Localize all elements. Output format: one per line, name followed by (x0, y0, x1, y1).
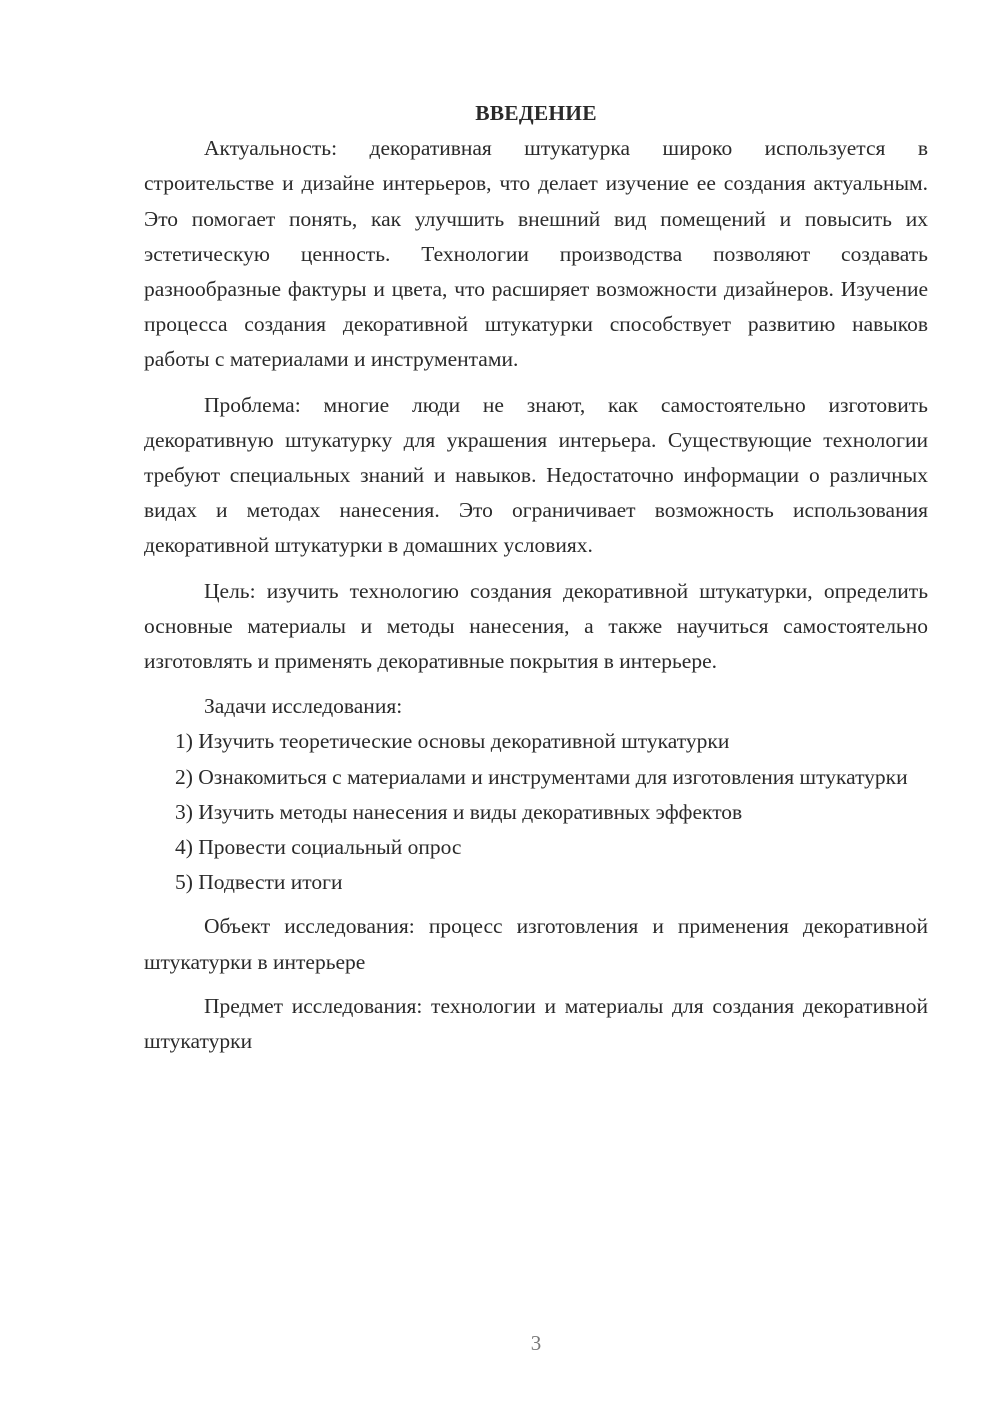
paragraph-goal: Цель: изучить технологию создания декоративной штукатурки, определить основные материалы и методы нанесения, а также научиться самостоятельно изготовлять и применять декоративные покрытия в интерьере. (144, 578, 928, 674)
list-item: 4) Провести социальный опрос (175, 835, 462, 860)
list-item: 3) Изучить методы нанесения и виды декоративных эффектов (175, 799, 743, 824)
paragraph-problem: Проблема: многие люди не знают, как самостоятельно изготовить декоративную штукатурку для украшения интерьера. Существующие технологии требуют специальных знаний и навыков. Недостаточно информации о различных видах и методах нанесения. Это ограничивает возможность использования декоративной штукатурки в домашних условиях. (144, 392, 928, 558)
page-number: 3 (530, 1331, 542, 1355)
list-item: 1) Изучить теоретические основы декоративной штукатурки (175, 729, 730, 754)
section-heading: ВВЕДЕНИЕ (475, 101, 597, 125)
paragraph-tasks-intro: Задачи исследования: (204, 694, 403, 719)
list-item: 2) Ознакомиться с материалами и инструментами для изготовления штукатурки (175, 764, 908, 789)
page-content (144, 96, 928, 1059)
paragraph-relevance: Актуальность: декоративная штукатурка широко используется в строительстве и дизайне интерьеров, что делает изучение ее создания актуальным. Это помогает понять, как улучшить внешний вид помещений и повысить их эстетическую ценность. Технологии производства позволяют создавать разнообразные фактуры и цвета, что расширяет возможности дизайнеров. Изучение процесса создания декоративной штукатурки способствует развитию навыков работы с материалами и инструментами. (144, 136, 928, 372)
list-item: 5) Подвести итоги (175, 870, 343, 895)
paragraph-object: Объект исследования: процесс изготовления и применения декоративной штукатурки в интерьере (144, 914, 928, 974)
paragraph-subject: Предмет исследования: технологии и материалы для создания декоративной штукатурки (144, 993, 928, 1054)
